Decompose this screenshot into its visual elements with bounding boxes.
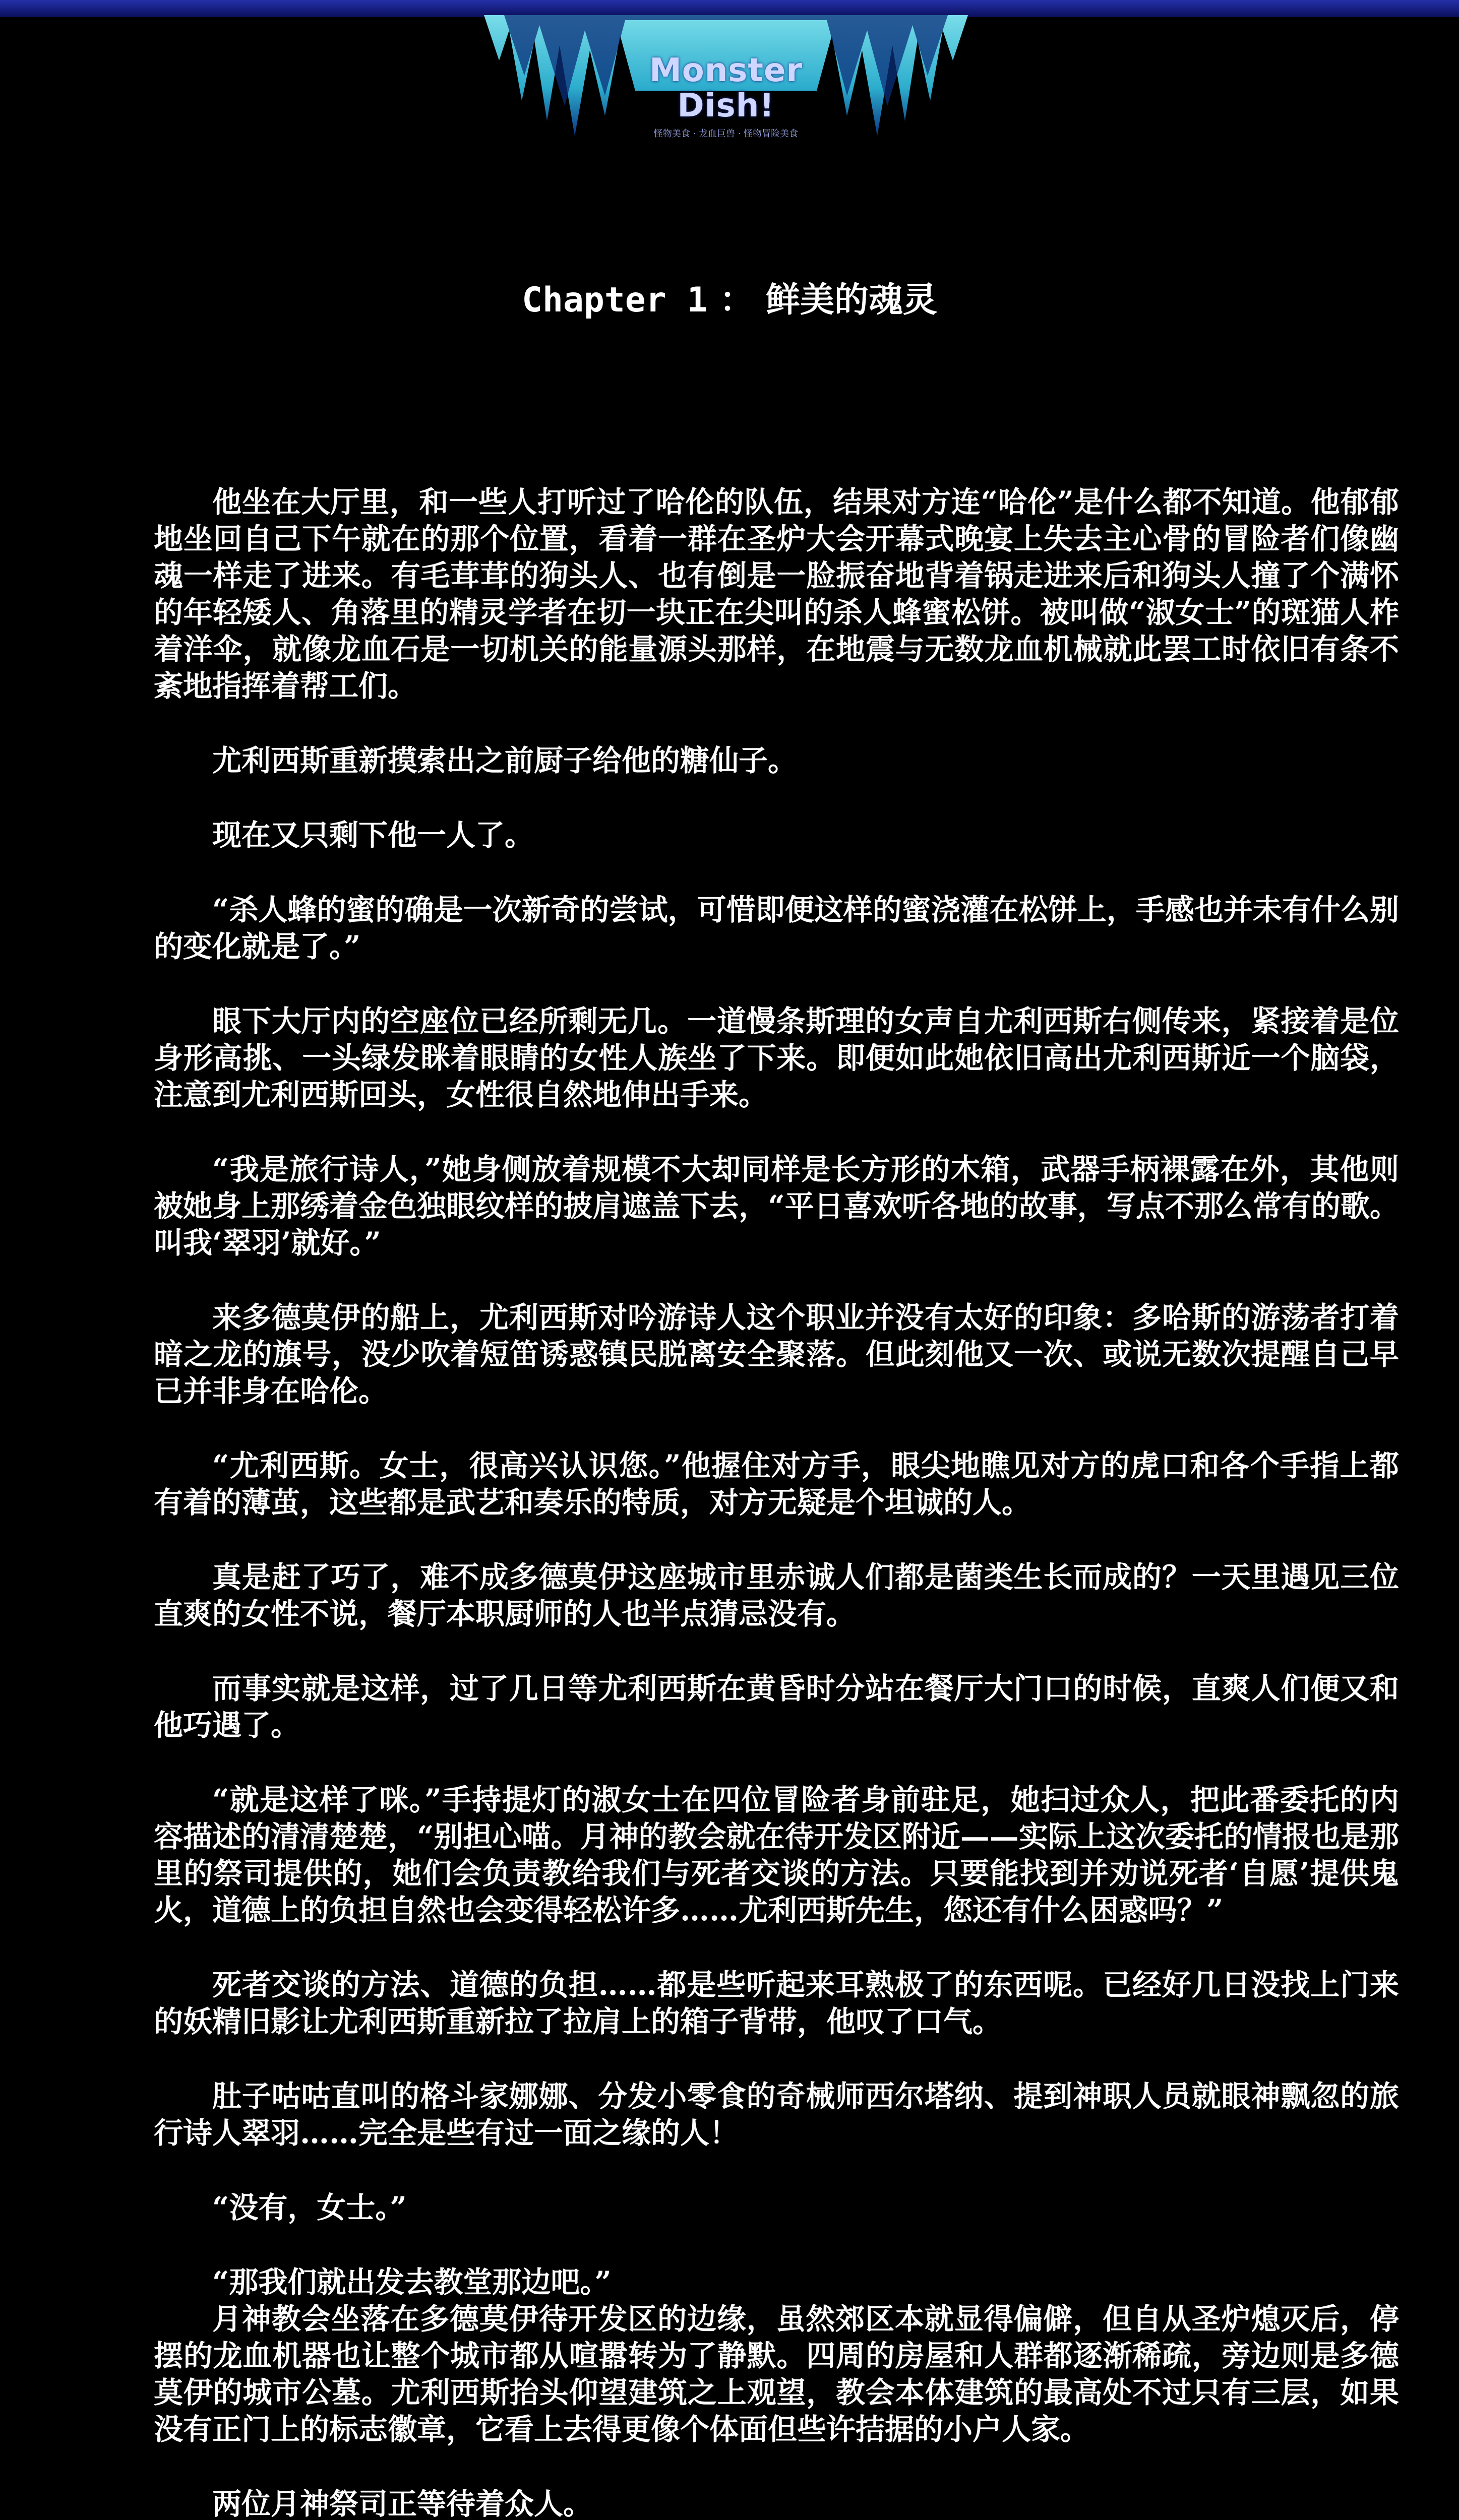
paragraph: “杀人蜂的蜜的确是一次新奇的尝试，可惜即便这样的蜜浇灌在松饼上，手感也并未有什么别的变化就是了。” [154, 893, 1399, 964]
paragraph: 两位月神祭司正等待着众人。 [212, 2487, 593, 2520]
logo [640, 52, 812, 139]
chapter-label: Chapter 1 [522, 280, 708, 320]
paragraph: 肚子咕咕直叫的格斗家娜娜、分发小零食的奇械师西尔塔纳、提到神职人员就眼神飘忽的旅行诗人翠羽……完全是些有过一面之缘的人！ [154, 2079, 1399, 2150]
paragraph: 来多德莫伊的船上，尤利西斯对吟游诗人这个职业并没有太好的印象：多哈斯的游荡者打着暗之龙的旗号，没少吹着短笛诱惑镇民脱离安全聚落。但此刻他又一次、或说无数次提醒自己早已并非身在哈伦。 [154, 1300, 1399, 1408]
paragraph: 死者交谈的方法、道德的负担……都是些听起来耳熟极了的东西呢。已经好几日没找上门来的妖精旧影让尤利西斯重新拉了拉肩上的箱子背带，他叹了口气。 [154, 1968, 1399, 2039]
logo-text: Monster Dish! [649, 52, 803, 124]
chapter-name: 鲜美的魂灵 [765, 280, 937, 320]
paragraph: 现在又只剩下他一人了。 [212, 818, 534, 852]
header-banner [0, 0, 1459, 151]
paragraph: “那我们就出发去教堂那边吧。” [212, 2265, 612, 2299]
paragraph: “尤利西斯。女士，很高兴认识您。”他握住对方手，眼尖地瞧见对方的虎口和各个手指上都有着的薄茧，这些都是武艺和奏乐的特质，对方无疑是个坦诚的人。 [154, 1448, 1399, 1520]
paragraph: 而事实就是这样，过了几日等尤利西斯在黄昏时分站在餐厅大门口的时候，直爽人们便又和他巧遇了。 [154, 1671, 1399, 1742]
paragraph: “没有，女士。” [212, 2190, 407, 2225]
story-body [154, 484, 1399, 2520]
paragraph: “我是旅行诗人，”她身侧放着规模不大却同样是长方形的木箱，武器手柄裸露在外，其他则被她身上那绣着金色独眼纹样的披肩遮盖下去，“平日喜欢听各地的故事，写点不那么常有的歌。叫我‘翠羽’就好。” [154, 1152, 1399, 1260]
paragraph: 尤利西斯重新摸索出之前厨子给他的糖仙子。 [212, 743, 798, 778]
paragraph: 他坐在大厅里，和一些人打听过了哈伦的队伍，结果对方连“哈伦”是什么都不知道。他郁郁地坐回自己下午就在的那个位置，看着一群在圣炉大会开幕式晚宴上失去主心骨的冒险者们像幽魂一样走了进来。有毛茸茸的狗头人、也有倒是一脸振奋地背着锅走进来后和狗头人撞了个满怀的年轻矮人、角落里的精灵学者在切一块正在尖叫的杀人蜂蜜松饼。被叫做“淑女士”的斑猫人柞着洋伞，就像龙血石是一切机关的能量源头那样，在地震与无数龙血机械就此罢工时依旧有条不紊地指挥着帮工们。 [154, 485, 1399, 703]
paragraph: “就是这样了咪。”手持提灯的淑女士在四位冒险者身前驻足，她扫过众人，把此番委托的内容描述的清清楚楚，“别担心喵。月神的教会就在待开发区附近——实际上这次委托的情报也是那里的祭司提供的，她们会负责教给我们与死者交谈的方法。只要能找到并劝说死者‘自愿’提供鬼火，道德上的负担自然也会变得轻松许多……尤利西斯先生，您还有什么困惑吗？” [154, 1783, 1399, 1927]
paragraph: 眼下大厅内的空座位已经所剩无几。一道慢条斯理的女声自尤利西斯右侧传来，紧接着是位身形高挑、一头绿发眯着眼睛的女性人族坐了下来。即便如此她依旧高出尤利西斯近一个脑袋，注意到尤利西斯回头，女性很自然地伸出手来。 [154, 1004, 1399, 1112]
paragraph: 月神教会坐落在多德莫伊待开发区的边缘，虽然郊区本就显得偏僻，但自从圣炉熄灭后，停摆的龙血机器也让整个城市都从喧嚣转为了静默。四周的房屋和人群都逐渐稀疏，旁边则是多德莫伊的城市公墓。尤利西斯抬头仰望建筑之上观望，教会本体建筑的最高处不过只有三层，如果没有正门上的标志徽章，它看上去得更像个体面但些许拮据的小户人家。 [154, 2302, 1399, 2446]
chapter-title [0, 277, 1459, 323]
paragraph: 真是赶了巧了，难不成多德莫伊这座城市里赤诚人们都是菌类生长而成的？一天里遇见三位直爽的女性不说，餐厅本职厨师的人也半点猜忌没有。 [154, 1560, 1399, 1631]
logo-subtitle: 怪物美食 · 龙血巨兽 · 怪物冒险美食 [653, 129, 799, 139]
chapter-separator: ： [719, 280, 754, 320]
